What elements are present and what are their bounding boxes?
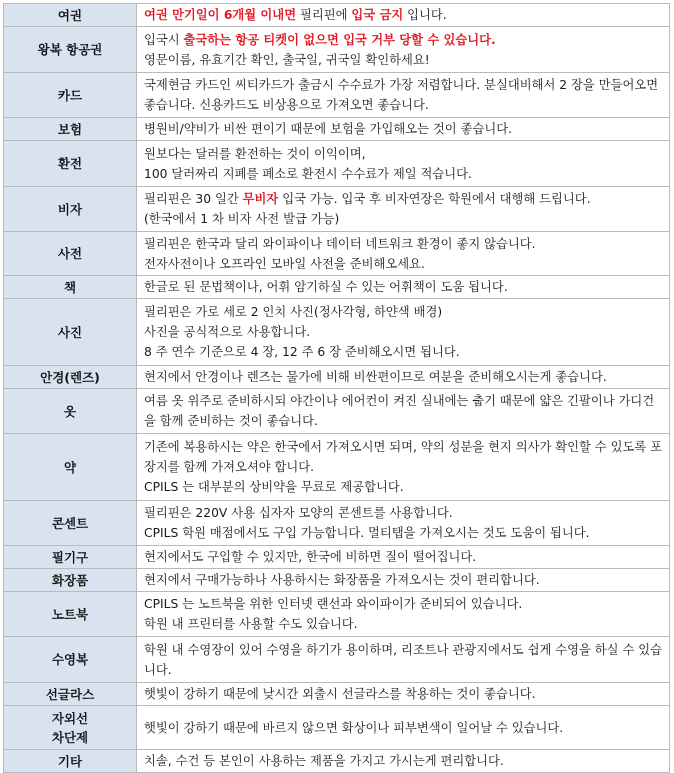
table-row [4,276,670,299]
description-line [144,718,663,738]
table-row [4,118,670,141]
table-row [4,637,670,683]
row-category-cell [4,501,137,546]
description-line [144,234,663,254]
row-category-cell [4,683,137,706]
row-description-cell [137,637,670,683]
row-category-label: 콘센트 [51,515,89,531]
description-line [144,477,663,497]
row-description-cell [137,73,670,118]
row-category-cell [4,592,137,637]
description-text: CPILS 는 노트북을 위한 인터넷 랜선과 와이파이가 준비되어 있습니다. [144,597,523,611]
row-category-label: 차단제 [51,729,89,745]
row-category-label: 약 [63,459,77,475]
preparation-checklist-table [3,3,670,773]
description-line [144,119,663,139]
description-line [144,523,663,543]
description-text: CPILS 학원 매점에서도 구입 가능합니다. 멀티탭을 가져오시는 것도 도움이 됩니다. [144,526,590,540]
row-category-cell [4,232,137,276]
description-text: 필리핀은 220V 사용 십자자 모양의 콘센트를 사용합니다. [144,506,453,520]
description-line [144,751,663,771]
table-row [4,232,670,276]
description-line [144,391,663,431]
row-description-cell [137,276,670,299]
highlighted-text: 출국하는 항공 티켓이 없으면 입국 거부 당할 수 있습니다. [183,32,496,47]
row-category-label: 왕복 항공권 [37,42,103,57]
description-text: 100 달러짜리 지폐를 폐소로 환전시 수수료가 제일 적습니다. [144,166,472,181]
description-text: 입국시 [144,32,184,47]
description-text: 학원 내 프린터를 사용할 수도 있습니다. [144,617,358,631]
description-text: 8 주 연수 기준으로 4 장, 12 주 6 장 준비해오시면 됩니다. [144,345,460,359]
row-description-cell [137,750,670,773]
description-text: 국제현금 카드인 씨티카드가 출금시 수수료가 가장 저렴합니다. 분실대비해서 2 장을 만들어오면 좋습니다. 신용카드도 비상용으로 가져오면 좋습니다. [144,78,659,112]
table-row [4,366,670,389]
row-description-cell [137,141,670,187]
row-description-cell [137,366,670,389]
row-description-cell [137,592,670,637]
description-line [144,254,663,274]
description-text: 전자사전이나 오프라인 모바일 사전을 준비해오세요. [144,256,425,271]
row-category-cell [4,118,137,141]
row-category-label: 선글라스 [45,686,95,702]
row-description-cell [137,187,670,232]
row-description-cell [137,118,670,141]
description-line [144,503,663,523]
row-category-cell [4,299,137,366]
table-row [4,706,670,750]
row-category-cell [4,706,137,750]
table-row [4,4,670,27]
row-category-label: 옷 [63,403,77,419]
table-row [4,434,670,501]
description-text: 원보다는 달러를 환전하는 것이 이익이며, [144,146,366,161]
description-line [144,367,663,387]
description-line [144,5,663,25]
table-row [4,389,670,434]
description-line [144,547,663,567]
description-text: 입니다. [403,8,447,22]
table-row [4,569,670,592]
description-text: (한국에서 1 차 비자 사전 발급 가능) [144,212,340,226]
table-body [4,4,670,773]
description-text: 필리핀에 [296,8,352,22]
description-text: 기존에 복용하시는 약은 한국에서 가져오시면 되며, 약의 성분을 현지 의사가 확인할 수 있도록 포장지를 함께 가져오셔야 합니다. [144,440,662,474]
description-text: 필리핀은 30 일간 [144,192,243,206]
row-description-cell [137,299,670,366]
description-line [144,209,663,229]
row-description-cell [137,4,670,27]
row-category-label: 사전 [57,246,83,261]
description-line [144,684,663,704]
row-category-cell [4,4,137,27]
row-category-label: 노트북 [51,606,89,622]
table-row [4,73,670,118]
description-line [144,50,663,70]
description-text: 치솔, 수건 등 본인이 사용하는 제품을 가지고 가시는게 편리합니다. [144,754,504,768]
row-category-label: 화장품 [51,572,89,588]
row-category-label: 자외선 [51,710,89,726]
table-row [4,501,670,546]
highlighted-text: 입국 금지 [351,8,404,22]
row-description-cell [137,434,670,501]
description-line [144,342,663,362]
table-row [4,299,670,366]
description-line [144,614,663,634]
description-line [144,30,663,50]
description-text: 병원비/약비가 비싼 편이기 때문에 보험을 가입해오는 것이 좋습니다. [144,122,513,136]
table-row [4,141,670,187]
description-text: 현지에서 안경이나 렌즈는 물가에 비해 비싼편이므로 여분을 준비해오시는게 좋습니다. [144,370,607,384]
row-description-cell [137,706,670,750]
description-line [144,594,663,614]
row-category-label: 사진 [57,324,83,340]
row-description-cell [137,501,670,546]
row-category-label: 여권 [57,7,83,23]
description-text: 필리핀은 한국과 달리 와이파이나 데이터 네트워크 환경이 좋지 않습니다. [144,236,536,251]
description-text: 한글로 된 문법책이나, 어휘 암기하실 수 있는 어휘책이 도움 됩니다. [144,280,508,294]
row-category-cell [4,546,137,569]
row-category-cell [4,389,137,434]
description-text: 햇빛이 강하기 때문에 낮시간 외출시 선글라스를 착용하는 것이 좋습니다. [144,687,536,701]
description-line [144,322,663,342]
description-text: 필리핀은 가로 세로 2 인치 사진(정사각형, 하얀색 배경) [144,305,443,319]
row-description-cell [137,683,670,706]
table-row [4,750,670,773]
row-category-label: 보험 [57,121,83,137]
row-category-label: 책 [63,279,77,295]
row-category-cell [4,187,137,232]
description-line [144,164,663,184]
description-text: 햇빛이 강하기 때문에 바르지 않으면 화상이나 피부변색이 일어날 수 있습니다. [144,720,564,735]
row-description-cell [137,27,670,73]
table-row [4,546,670,569]
row-category-cell [4,637,137,683]
description-text: 입국 가능. 입국 후 비자연장은 학원에서 대행해 드립니다. [278,192,591,206]
description-text: 현지에서도 구입할 수 있지만, 한국에 비하면 질이 떨어집니다. [144,550,477,564]
table-row [4,187,670,232]
row-category-cell [4,366,137,389]
row-category-cell [4,750,137,773]
row-category-label: 비자 [57,201,83,217]
row-category-cell [4,569,137,592]
description-text: 학원 내 수영장이 있어 수영을 하기가 용이하며, 리조트나 관광지에서도 쉽게 수영을 하실 수 있습니다. [144,642,662,677]
row-category-label: 수영복 [51,652,89,667]
description-line [144,277,663,297]
description-text: CPILS 는 대부분의 상비약을 무료로 제공합니다. [144,480,404,494]
description-line [144,144,663,164]
description-line [144,570,663,590]
row-category-label: 환전 [57,156,83,171]
description-line [144,302,663,322]
row-description-cell [137,389,670,434]
row-description-cell [137,569,670,592]
description-line [144,640,663,680]
row-category-label: 필기구 [51,549,89,565]
table-row [4,27,670,73]
row-category-cell [4,434,137,501]
description-line [144,189,663,209]
highlighted-text: 무비자 [242,192,279,206]
row-description-cell [137,546,670,569]
row-category-label: 카드 [57,87,83,103]
row-category-label: 안경(렌즈) [40,369,100,385]
description-text: 여름 옷 위주로 준비하시되 야간이나 에어컨이 켜진 실내에는 춥기 때문에 얇은 긴팔이나 가디건을 함께 준비하는 것이 좋습니다. [144,394,655,428]
row-category-label: 기타 [57,753,83,769]
description-line [144,75,663,115]
row-category-cell [4,276,137,299]
table-row [4,592,670,637]
description-text: 사진을 공식적으로 사용합니다. [144,325,311,339]
row-category-cell [4,141,137,187]
description-text: 현지에서 구매가능하나 사용하시는 화장품을 가져오시는 것이 편리합니다. [144,573,540,587]
highlighted-text: 여권 만기일이 6개월 이내면 [144,8,297,22]
row-description-cell [137,232,670,276]
description-line [144,437,663,477]
row-category-cell [4,27,137,73]
description-text: 영문이름, 유효기간 확인, 출국일, 귀국일 확인하세요! [144,52,430,67]
table-row [4,683,670,706]
row-category-cell [4,73,137,118]
